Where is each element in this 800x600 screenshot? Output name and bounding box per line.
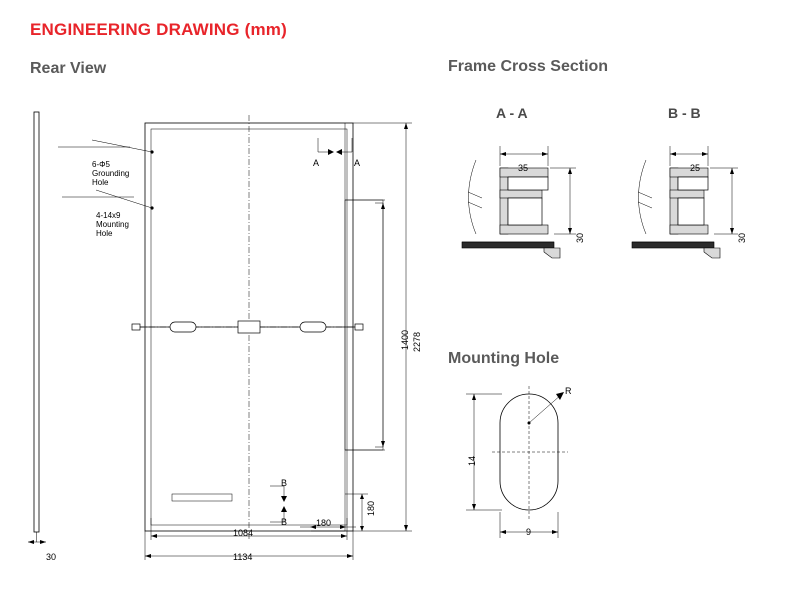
dimension-30-b [710, 168, 738, 234]
section-label-a-right: A [354, 158, 361, 168]
dimension-label-30-b: 30 [737, 232, 747, 243]
dimension-180-vertical [345, 494, 368, 531]
cross-section-a-a-drawing [448, 130, 608, 300]
section-label-a-left: A [313, 158, 320, 168]
laminate-a [462, 242, 560, 258]
dimension-label-radius: R [565, 386, 572, 396]
dimension-label-25: 25 [690, 163, 701, 173]
cross-section-b-b-drawing [620, 130, 780, 300]
label-section-b-b: B - B [668, 105, 701, 121]
dimension-label-180-horizontal: 180 [316, 518, 332, 528]
dimension-label-2278: 2278 [412, 331, 422, 352]
note-grounding-hole: 6-Φ5 Grounding Hole [92, 160, 130, 188]
dimension-label-1134: 1134 [233, 552, 253, 562]
label-section-a-a: A - A [496, 105, 528, 121]
note-mounting-hole: 4-14x9 Mounting Hole [96, 211, 129, 239]
dimension-label-30-a: 30 [575, 232, 585, 243]
section-label-b-bottom: B [281, 517, 288, 527]
dimension-label-thickness: 30 [46, 552, 57, 562]
junction-box-row [132, 321, 363, 333]
dimension-14 [472, 394, 476, 510]
dimension-1400 [375, 203, 385, 447]
dimension-label-35: 35 [518, 163, 529, 173]
section-title-frame-cross-section: Frame Cross Section [448, 58, 609, 75]
frame-profile-a [500, 168, 548, 234]
section-title-rear-view: Rear View [30, 60, 107, 77]
dimension-25 [670, 146, 708, 166]
dimension-label-180-vertical: 180 [366, 500, 376, 516]
dimension-label-9: 9 [526, 527, 532, 537]
section-title-mounting-hole: Mounting Hole [448, 350, 560, 367]
laminate-b [632, 242, 720, 258]
frame-profile-b [670, 168, 708, 234]
dimension-label-14: 14 [467, 455, 477, 466]
page-title: ENGINEERING DRAWING (mm) [30, 20, 287, 39]
dimension-30-a [550, 168, 576, 234]
dimension-label-1084: 1084 [233, 528, 254, 538]
section-label-b-top: B [281, 478, 288, 488]
rear-view-drawing [0, 90, 440, 570]
edge-profile [28, 112, 46, 544]
mounting-hole-drawing [448, 380, 628, 560]
dimension-label-1400: 1400 [400, 329, 410, 350]
